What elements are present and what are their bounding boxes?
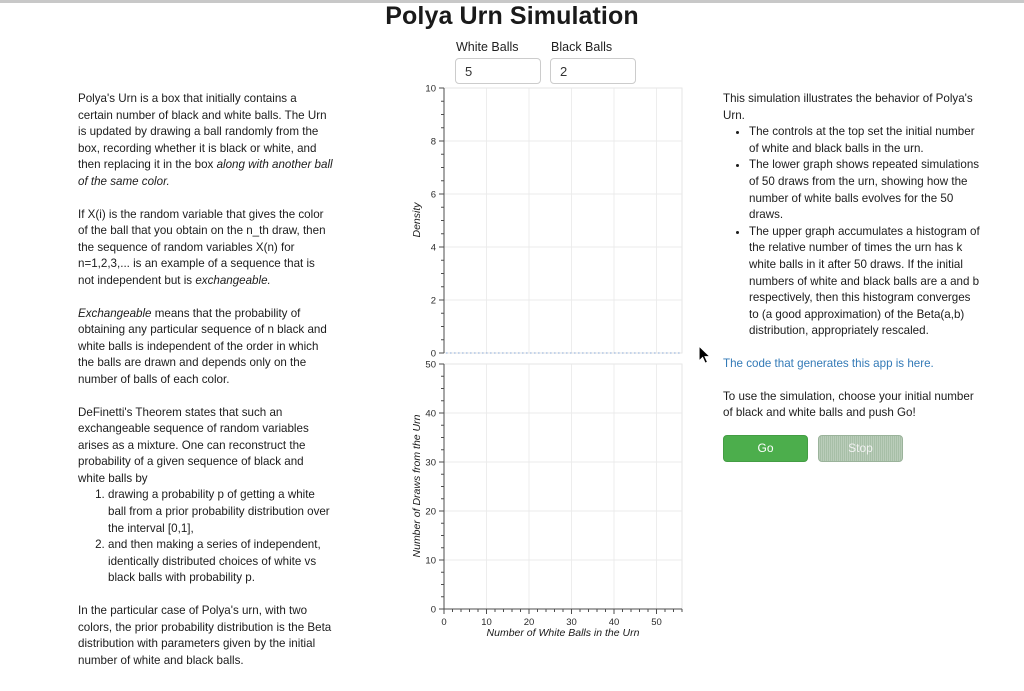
white-balls-group	[455, 40, 541, 84]
paragraph-beta-prior: In the particular case of Polya's urn, with two colors, the prior probability distribution is the Beta distribution with parameters given by the initial number of white and black balls.	[78, 604, 332, 667]
paragraph-definition-text: Polya's Urn is a box that initially contains a certain number of black and white balls. The Urn is updated by drawing a ball randomly from the box, recording whether it is black or white, and then replacing it in the box	[78, 92, 327, 172]
list-item: • The upper graph accumulates a histogram of the relative number of times the urn has k white balls in it after 50 draws. If the initial numbers of white and black balls are a and b respectively, then this histogram converges to (a good approximation) of the Beta(a,b) distribution, appropriately rescaled.	[749, 224, 981, 340]
explanation-column-right	[723, 91, 981, 422]
y-tick-label: 8	[430, 136, 436, 148]
y-tick-label: 10	[425, 83, 436, 95]
density-plot-border	[444, 88, 682, 353]
y-tick-label: 6	[430, 189, 436, 201]
density-chart-tick-labels	[425, 83, 436, 359]
draws-chart-svg	[406, 358, 696, 640]
list-item: 1. drawing a probability p of getting a white ball from a prior probability distribution over the interval [0,1],	[108, 487, 333, 537]
density-chart-gridlines	[444, 88, 682, 353]
simulation-controls	[455, 40, 636, 84]
y-tick-label: 0	[430, 348, 436, 360]
paragraph-intro: This simulation illustrates the behavior of Polya's Urn.	[723, 92, 973, 122]
draws-x-axis-title: Number of White Balls in the Urn	[486, 627, 640, 639]
page-title: Polya Urn Simulation	[385, 2, 639, 30]
paragraph-definetti: DeFinetti's Theorem states that such an exchangeable sequence of random variables arises as a mixture. One can reconstruct the probability of a given sequence of black and white balls by	[78, 405, 309, 485]
x-tick-label: 40	[608, 617, 620, 628]
paragraph-random-variable-emphasis: exchangeable.	[195, 273, 271, 287]
stop-button[interactable]: Stop	[818, 435, 903, 462]
draws-chart-ticks	[439, 364, 682, 614]
definetti-steps-list	[78, 487, 333, 587]
list-item: 2. and then making a series of independent, identically distributed choices of white vs black balls with probability p.	[108, 537, 333, 587]
mouse-cursor-icon	[697, 345, 713, 367]
y-tick-label: 2	[430, 295, 436, 307]
black-balls-label: Black Balls	[551, 40, 613, 54]
explanation-column-left	[78, 91, 333, 669]
paragraph-random-variable	[78, 207, 333, 290]
source-code-link[interactable]: The code that generates this app is here.	[723, 356, 934, 370]
go-button[interactable]: Go	[723, 435, 808, 462]
source-code-link-wrapper	[723, 356, 981, 373]
paragraph-definition	[78, 91, 333, 191]
x-tick-label: 50	[651, 617, 662, 628]
y-tick-label: 0	[430, 604, 436, 616]
density-chart	[406, 82, 696, 372]
draws-chart-tick-labels	[425, 359, 661, 628]
y-tick-label: 4	[430, 242, 436, 254]
density-y-axis-title: Density	[411, 202, 423, 238]
paragraph-random-variable-text: If X(i) is the random variable that gives the color of the ball that you obtain on the n_th draw, then the sequence of random variables X(n) for n=1,2,3,... is an example of a sequence that is not independent but is	[78, 207, 326, 287]
paragraph-definition-emphasis: along with another ball of the same color.	[78, 158, 333, 188]
paragraph-exchangeable-text: means that the probability of obtaining any particular sequence of n black and white balls is independent of the order in which the balls are drawn and depends only on the number of balls of each color.	[78, 306, 327, 386]
draws-plot-border	[444, 364, 682, 609]
x-tick-label: 0	[441, 617, 447, 628]
paragraph-usage: To use the simulation, choose your initial number of black and white balls and push Go!	[723, 389, 974, 420]
list-item: • The controls at the top set the initial number of white and black balls in the urn.	[749, 124, 981, 157]
white-balls-label: White Balls	[456, 40, 519, 54]
paragraph-exchangeable-emphasis: Exchangeable	[78, 306, 152, 320]
white-balls-input[interactable]	[455, 58, 541, 84]
y-tick-label: 50	[425, 359, 436, 371]
x-tick-label: 30	[566, 617, 577, 628]
features-list	[723, 124, 981, 340]
action-buttons	[723, 435, 903, 462]
draws-chart	[406, 358, 696, 640]
x-tick-label: 10	[481, 617, 492, 628]
y-tick-label: 20	[425, 506, 436, 518]
black-balls-input[interactable]	[550, 58, 636, 84]
draws-y-axis-title: Number of Draws from the Urn	[411, 414, 423, 558]
y-tick-label: 40	[425, 408, 436, 420]
paragraph-exchangeable	[78, 306, 333, 389]
x-tick-label: 20	[523, 617, 535, 628]
draws-chart-gridlines	[444, 364, 682, 609]
y-tick-label: 30	[425, 457, 436, 469]
list-item: • The lower graph shows repeated simulations of 50 draws from the urn, showing how the number of white balls evolves for the 50 draws.	[749, 157, 981, 223]
density-chart-svg	[406, 82, 696, 374]
y-tick-label: 10	[425, 555, 436, 567]
black-balls-group	[550, 40, 636, 84]
density-chart-ticks	[439, 88, 444, 353]
